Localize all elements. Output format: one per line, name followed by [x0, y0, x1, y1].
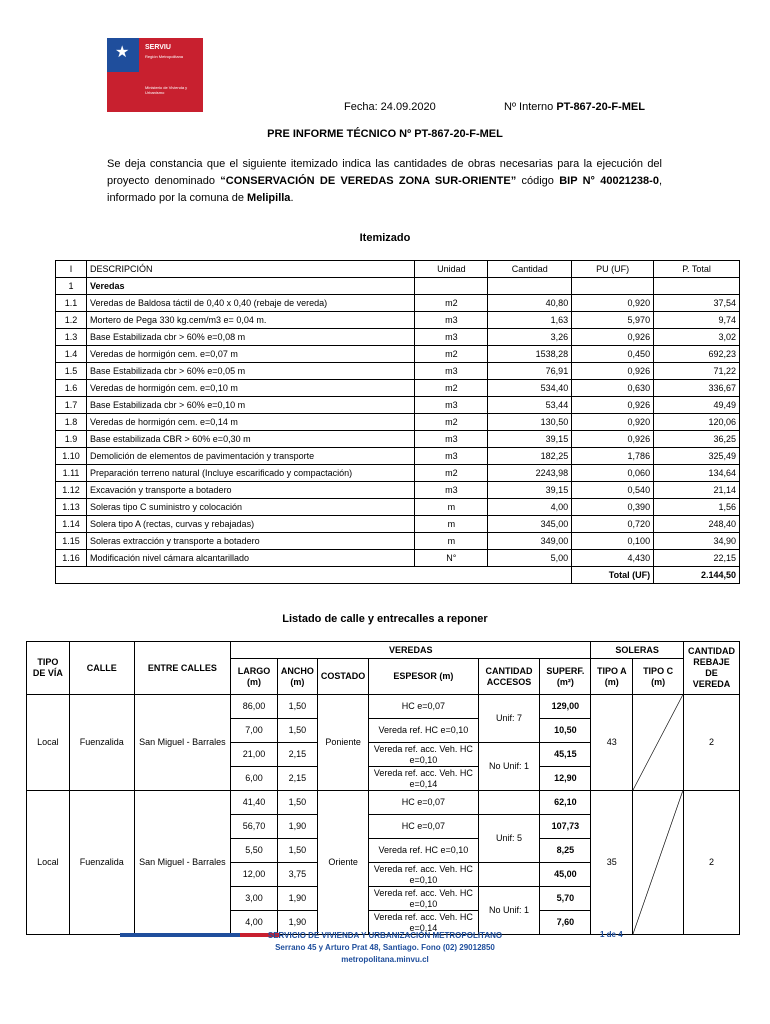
star-icon: ★	[115, 44, 130, 61]
table-row: 1.11 Preparación terreno natural (Incluye escarificado y compactación) m2 2243,98 0,060 134,64	[56, 465, 740, 482]
serviu-logo: ★ SERVIU Región Metropolitana Ministerio de Vivienda y Urbanismo	[107, 38, 203, 112]
listado-title: Listado de calle y entrecalles a reponer	[282, 613, 488, 625]
total-row: Total (UF) 2.144,50	[56, 567, 740, 584]
table-row: Local Fuenzalida San Miguel - Barrales 41,40 1,50 Oriente HC e=0,07 62,10 35 2	[27, 791, 740, 815]
page-title: PRE INFORME TÉCNICO Nº PT-867-20-F-MEL	[267, 128, 503, 140]
table-row: 1.15 Soleras extracción y transporte a botadero m 349,00 0,100 34,90	[56, 533, 740, 550]
group-row: 1 Veredas	[56, 278, 740, 295]
table-row: 6,00 2,15 Vereda ref. acc. Veh. HC e=0,14 12,90	[27, 767, 740, 791]
table-row: 1.7 Base Estabilizada cbr > 60% e=0,10 m m3 53,44 0,926 49,49	[56, 397, 740, 414]
table-row: 1.8 Veredas de hormigón cem. e=0,14 m m2 130,50 0,920 120,06	[56, 414, 740, 431]
itemizado-title: Itemizado	[359, 232, 411, 244]
table-row: 1.3 Base Estabilizada cbr > 60% e=0,08 m m3 3,26 0,926 3,02	[56, 329, 740, 346]
page-number: 1 de 4	[600, 930, 623, 939]
table-row: 1.5 Base Estabilizada cbr > 60% e=0,05 m m3 76,91 0,926 71,22	[56, 363, 740, 380]
table-row: 1.16 Modificación nivel cámara alcantarillado N° 5,00 4,430 22,15	[56, 550, 740, 567]
table-row: 1.10 Demolición de elementos de pavimentación y transporte m3 182,25 1,786 325,49	[56, 448, 740, 465]
listado-table: TIPO DE VÍA CALLE ENTRE CALLES VEREDAS SOLERAS CANTIDAD REBAJE DE VEREDA LARGO (m) ANCHO (m) COSTADO ESPESOR (m) CANTIDAD ACCESOS SUPERF. (m²) TIPO A (m) TIPO C (m) Local Fuenzalida San Miguel - Barrales 86,00 1,50 Poniente HC e=0,07 Unif: 7 129,00 43 2 7,00 1,50 Vereda ref. HC e=0,10 10,50 21,00 2,15 Vereda ref. acc. Veh. HC e=0,10 No Unif: 1 45,15 6,00 2,15 Vereda ref. acc. Veh. HC e=0,14 12,90 Local Fuenzalida San Miguel - Barrales 41,40 1,50 Oriente HC e=0,07 62,10 35 2 56,70 1,90 HC e=0,07 Unif: 5 107,73 5,50 1,50 Vereda ref. HC e=0,10 8,25 12,00 3,75 Vereda ref. acc. Veh. HC e=0,10 45,00 3,00 1,90 Vereda ref. acc. Veh. HC e=0,10 No Unif: 1 5,70 4,00 1,90 Vereda ref. acc. Veh. HC e=0,14 7,60	[26, 641, 740, 935]
table-row: 1.2 Mortero de Pega 330 kg.cem/m3 e= 0,04 m. m3 1,63 5,970 9,74	[56, 312, 740, 329]
table-row: 1.4 Veredas de hormigón cem. e=0,07 m m2 1538,28 0,450 692,23	[56, 346, 740, 363]
table-row: 56,70 1,90 HC e=0,07 Unif: 5 107,73	[27, 815, 740, 839]
fecha: Fecha: 24.09.2020	[344, 101, 436, 113]
tipo-c-strike	[633, 791, 683, 934]
table-row: 4,00 1,90 Vereda ref. acc. Veh. HC e=0,14 7,60	[27, 911, 740, 935]
table-row: 12,00 3,75 Vereda ref. acc. Veh. HC e=0,10 45,00	[27, 863, 740, 887]
table-row: 1.12 Excavación y transporte a botadero m3 39,15 0,540 21,14	[56, 482, 740, 499]
table-row: 7,00 1,50 Vereda ref. HC e=0,10 10,50	[27, 719, 740, 743]
numero-interno: Nº Interno PT-867-20-F-MEL	[504, 101, 645, 113]
table-row: 5,50 1,50 Vereda ref. HC e=0,10 8,25	[27, 839, 740, 863]
table-row: 1.1 Veredas de Baldosa táctil de 0,40 x 0,40 (rebaje de vereda) m2 40,80 0,920 37,54	[56, 295, 740, 312]
table-row: 1.9 Base estabilizada CBR > 60% e=0,30 m m3 39,15 0,926 36,25	[56, 431, 740, 448]
table-row: 1.14 Solera tipo A (rectas, curvas y rebajadas) m 345,00 0,720 248,40	[56, 516, 740, 533]
footer: SERVICIO DE VIVIENDA Y URBANIZACIÓN METROPOLITANO Serrano 45 y Arturo Prat 48, Santiago. Fono (02) 29012850 metropolitana.minvu.cl	[267, 931, 503, 964]
table-row: Local Fuenzalida San Miguel - Barrales 86,00 1,50 Poniente HC e=0,07 Unif: 7 129,00 43 2	[27, 695, 740, 719]
table-row: 1.6 Veredas de hormigón cem. e=0,10 m m2 534,40 0,630 336,67	[56, 380, 740, 397]
table-header-row: I DESCRIPCIÓN Unidad Cantidad PU (UF) P. Total	[56, 261, 740, 278]
table-row: 1.13 Soleras tipo C suministro y colocación m 4,00 0,390 1,56	[56, 499, 740, 516]
table-row: 21,00 2,15 Vereda ref. acc. Veh. HC e=0,10 No Unif: 1 45,15	[27, 743, 740, 767]
itemizado-table	[55, 260, 740, 584]
tipo-c-strike	[633, 695, 683, 790]
table-row: 3,00 1,90 Vereda ref. acc. Veh. HC e=0,10 No Unif: 1 5,70	[27, 887, 740, 911]
intro-paragraph: Se deja constancia que el siguiente itemizado indica las cantidades de obras necesarias para la ejecución del proyecto denominado “CONSERVACIÓN DE VEREDAS ZONA SUR-ORIENTE” código BIP N° 40021238-0, informado por la comuna de Melipilla.	[107, 158, 662, 204]
